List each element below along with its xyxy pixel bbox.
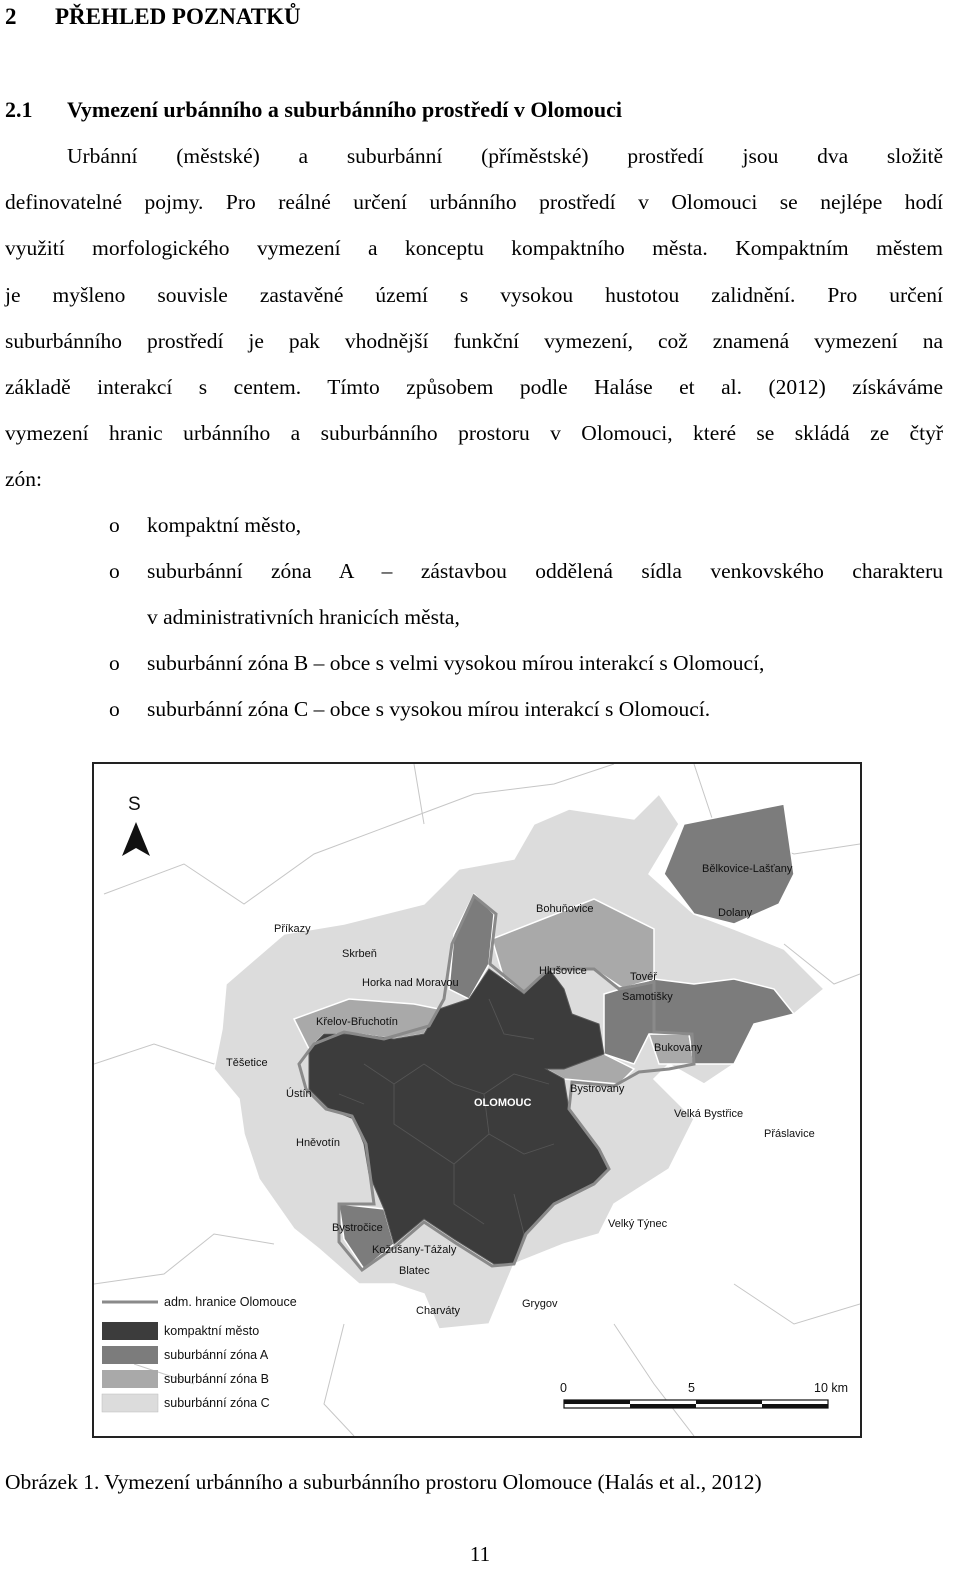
north-label: S — [128, 794, 141, 815]
place-label: Bystrovany — [570, 1083, 625, 1095]
place-label: Blatec — [399, 1265, 430, 1277]
section-heading — [5, 97, 622, 123]
place-label: Bělkovice-Lašťany — [702, 863, 793, 875]
zones-map — [94, 764, 860, 1436]
list-item — [109, 694, 710, 724]
paragraph-line: základě interakcí s centem. Tímto způsobem podle Haláse et al. (2012) získáváme — [5, 375, 943, 399]
scale-tick-label: 5 — [688, 1381, 695, 1395]
place-label: Tovéř — [630, 971, 657, 983]
chapter-number: 2 — [5, 4, 17, 29]
list-marker: o — [109, 697, 120, 721]
place-label: Charváty — [416, 1305, 461, 1317]
place-label: Ústín — [286, 1088, 312, 1100]
legend-swatch — [102, 1322, 158, 1340]
map-legend — [102, 1295, 297, 1412]
legend-label: kompaktní město — [164, 1324, 260, 1338]
place-label: Velká Bystřice — [674, 1108, 744, 1120]
legend-swatch — [102, 1394, 158, 1412]
list-item-text: suburbánní zóna C – obce s vysokou mírou interakcí s Olomoucí. — [147, 697, 711, 721]
place-label: Příkazy — [274, 923, 311, 935]
page-number: 11 — [469, 1542, 491, 1566]
paragraph-line: vymezení hranic urbánního a suburbánního prostoru v Olomouci, které se skládá ze čtyř — [5, 421, 943, 445]
paragraph-line: využití morfologického vymezení a konceptu kompaktního města. Kompaktním městem — [5, 236, 943, 260]
place-label: Bukovany — [654, 1042, 703, 1054]
legend-label: adm. hranice Olomouce — [164, 1295, 297, 1309]
map-figure — [92, 762, 862, 1438]
figure-caption: Obrázek 1. Vymezení urbánního a suburbánního prostoru Olomouce (Halás et al., 2012) — [5, 1470, 762, 1494]
list-marker: o — [109, 559, 120, 583]
legend-label: suburbánní zóna C — [164, 1396, 270, 1410]
paragraph-line: suburbánního prostředí je pak vhodnější funkční vymezení, což znamená vymezení na — [5, 329, 943, 353]
chapter-title: PŘEHLED POZNATKŮ — [55, 4, 301, 29]
scale-bar — [560, 1381, 848, 1408]
place-label: Přáslavice — [764, 1128, 815, 1140]
list-item-text: suburbánní zóna A – zástavbou oddělená sídla venkovského charakteru — [147, 559, 943, 583]
place-label: Těšetice — [226, 1057, 268, 1069]
place-label: Grygov — [522, 1298, 558, 1310]
place-label: Horka nad Moravou — [362, 977, 459, 989]
legend-label: suburbánní zóna B — [164, 1372, 269, 1386]
list-item — [109, 556, 943, 586]
place-label: Bohuňovice — [536, 903, 594, 915]
place-label: Hlušovice — [539, 965, 587, 977]
place-label: Skrbeň — [342, 948, 377, 960]
list-item-continuation: v administrativních hranicích města, — [147, 605, 460, 629]
scale-tick-label: 0 — [560, 1381, 567, 1395]
legend-label: suburbánní zóna A — [164, 1348, 269, 1362]
list-item-text: suburbánní zóna B – obce s velmi vysokou mírou interakcí s Olomoucí, — [147, 651, 765, 675]
north-arrow — [112, 784, 160, 868]
place-label: Kožušany-Tážaly — [372, 1244, 457, 1256]
section-number: 2.1 — [5, 97, 33, 122]
place-label: OLOMOUC — [474, 1097, 532, 1109]
list-marker: o — [109, 651, 120, 675]
list-item — [109, 510, 301, 540]
list-item-text: kompaktní město, — [147, 513, 302, 537]
legend-swatch — [102, 1346, 158, 1364]
place-label: Dolany — [718, 907, 753, 919]
section-title: Vymezení urbánního a suburbánního prostředí v Olomouci — [67, 97, 623, 122]
paragraph-line: je myšleno souvisle zastavěné území s vysokou hustotou zalidnění. Pro určení — [5, 283, 943, 307]
chapter-heading — [5, 4, 301, 30]
legend-swatch — [102, 1370, 158, 1388]
place-label: Křelov-Břuchotín — [316, 1016, 398, 1028]
place-label: Bystročice — [332, 1222, 383, 1234]
paragraph-line: zón: — [5, 467, 43, 491]
place-label: Hněvotín — [296, 1137, 341, 1149]
place-label: Samotišky — [622, 991, 673, 1003]
scale-tick-label: 10 km — [814, 1381, 849, 1395]
paragraph-line: definovatelné pojmy. Pro reálné určení urbánního prostředí v Olomouci se nejlépe hodí — [5, 190, 943, 214]
paragraph-line: Urbánní (městské) a suburbánní (příměstské) prostředí jsou dva složitě — [67, 144, 943, 168]
list-item — [109, 648, 764, 678]
list-marker: o — [109, 513, 120, 537]
place-label: Velký Týnec — [608, 1218, 668, 1230]
